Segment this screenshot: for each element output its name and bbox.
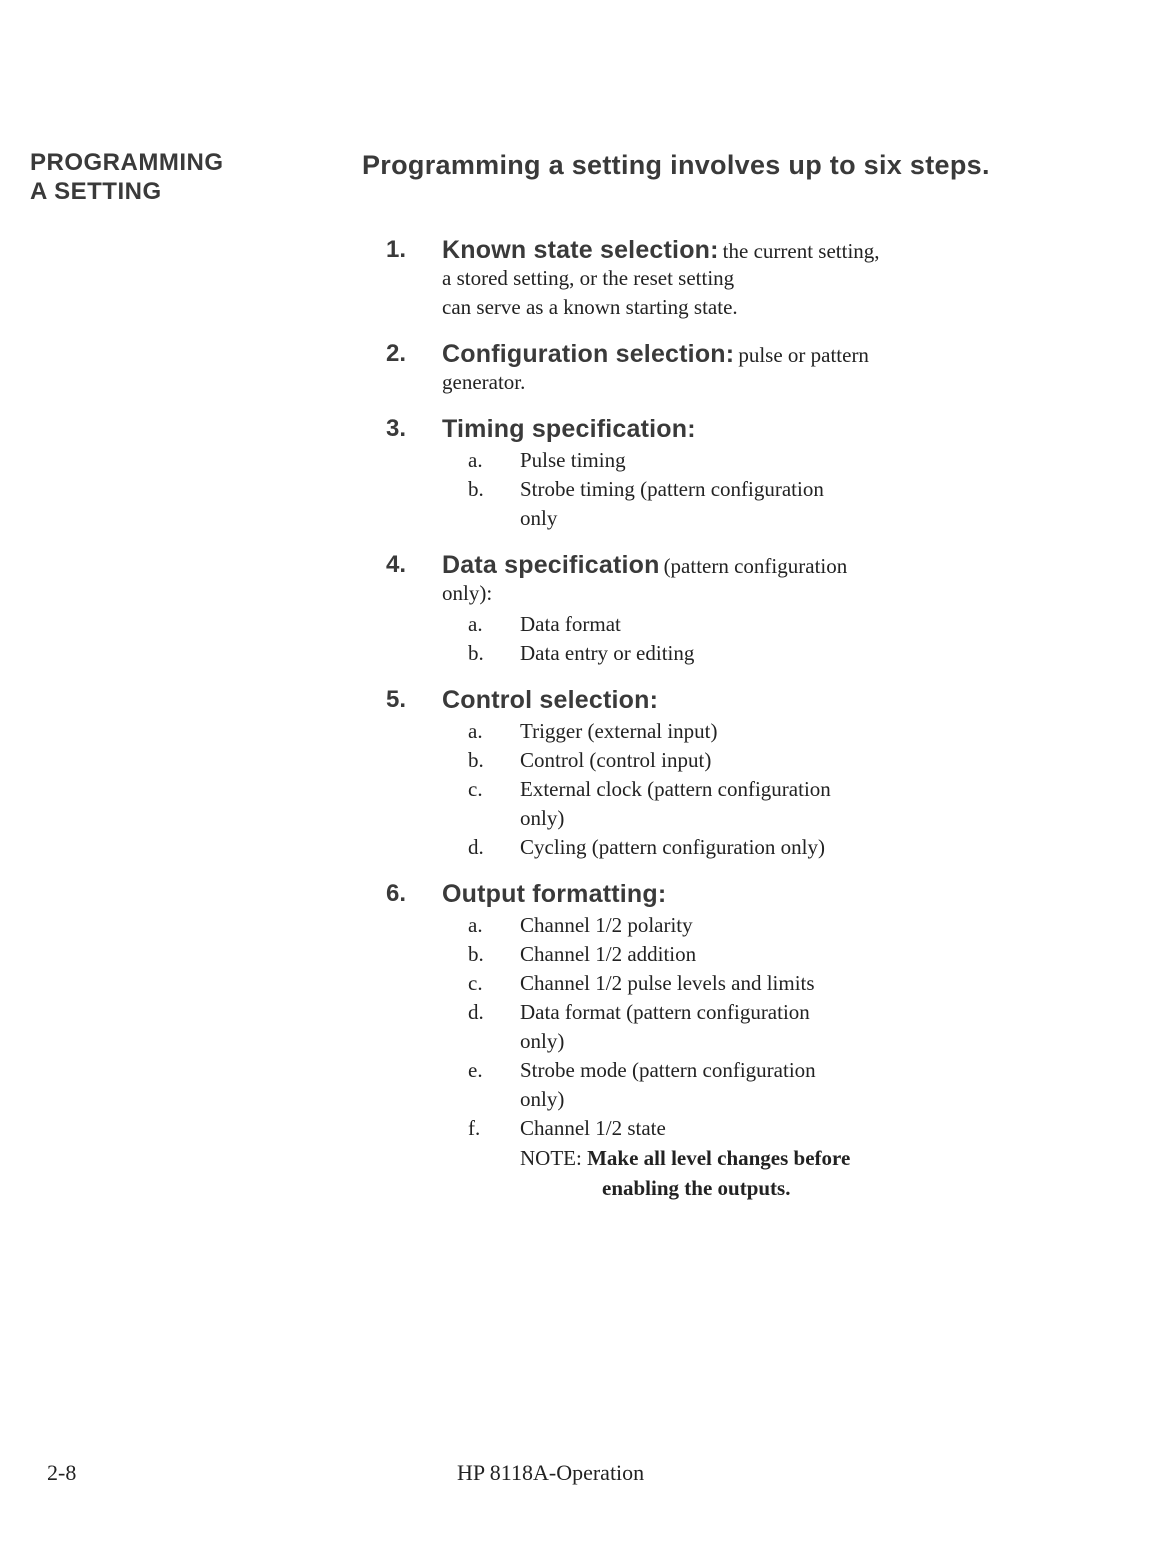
step-2 [386, 340, 1006, 397]
page-number: 2-8 [47, 1460, 77, 1485]
document-title: HP 8118A-Operation [457, 1460, 645, 1485]
steps-list [386, 236, 1006, 1221]
sub-item-letter: e. [468, 1058, 483, 1082]
side-heading [30, 148, 224, 206]
step-title: Timing specification: [442, 415, 696, 443]
step-description-continued [386, 579, 1006, 608]
sub-item-text: Data format [520, 612, 621, 636]
sub-item-letter: b. [468, 942, 484, 966]
step-heading-line [386, 340, 1006, 370]
sub-item [468, 775, 1006, 833]
sub-item-text: External clock (pattern configuration only) [520, 777, 831, 830]
step-number: 2. [386, 340, 407, 367]
sub-item-text: Channel 1/2 pulse levels and limits [520, 971, 815, 995]
step-number: 5. [386, 686, 407, 713]
sub-item-list [386, 446, 1006, 533]
sub-item [468, 746, 1006, 775]
sub-item-text: Channel 1/2 polarity [520, 913, 693, 937]
sub-item-list [386, 911, 1006, 1143]
step-title: Control selection: [442, 686, 659, 714]
sub-item [468, 833, 1006, 862]
sub-item-letter: d. [468, 835, 484, 859]
step-title: Configuration selection: [442, 340, 735, 368]
description-line: can serve as a known starting state. [442, 295, 738, 319]
sub-item-text: Cycling (pattern configuration only) [520, 835, 826, 859]
sub-item-list [386, 717, 1006, 862]
sub-item-letter: c. [468, 777, 483, 801]
step-description: (pattern configuration [663, 554, 848, 578]
sub-item-letter: c. [468, 971, 483, 995]
description-line: generator. [442, 370, 526, 394]
sub-item-letter: a. [468, 913, 483, 937]
main-heading: Programming a setting involves up to six steps. [362, 150, 990, 180]
sub-item [468, 940, 1006, 969]
step-number: 4. [386, 551, 407, 578]
step-description: pulse or pattern [738, 343, 869, 367]
step-number: 1. [386, 236, 407, 263]
sub-item-letter: a. [468, 448, 483, 472]
sub-item-list [386, 610, 1006, 668]
step-6 [386, 880, 1006, 1203]
sub-item [468, 610, 1006, 639]
step-heading-line [386, 551, 1006, 581]
step-3 [386, 415, 1006, 533]
sub-item [468, 1056, 1006, 1114]
step-1 [386, 236, 1006, 322]
step-description-continued [386, 368, 1006, 397]
step-title: Known state selection: [442, 236, 719, 264]
sub-item [468, 446, 1006, 475]
note-line1 [520, 1143, 1006, 1173]
note [386, 1143, 1006, 1203]
sub-item-letter: a. [468, 612, 483, 636]
sub-item-letter: a. [468, 719, 483, 743]
step-heading-line [386, 880, 1006, 909]
sub-item-letter: b. [468, 477, 484, 501]
side-heading-line2: A SETTING [30, 178, 162, 205]
note-text: Make all level changes before [587, 1146, 851, 1170]
sub-item-letter: b. [468, 641, 484, 665]
step-description: the current setting, [722, 239, 880, 263]
step-description-continued [386, 264, 1006, 322]
sub-item-letter: b. [468, 748, 484, 772]
sub-item-text: Strobe timing (pattern configuration only [520, 477, 824, 530]
side-heading-line1: PROGRAMMING [30, 149, 224, 176]
step-title: Data specification [442, 551, 660, 579]
sub-item [468, 998, 1006, 1056]
sub-item [468, 1114, 1006, 1143]
sub-item-letter: d. [468, 1000, 484, 1024]
step-number: 6. [386, 880, 407, 907]
sub-item-text: Data format (pattern configuration only) [520, 1000, 810, 1053]
sub-item [468, 969, 1006, 998]
note-line2: enabling the outputs. [602, 1176, 791, 1200]
step-heading-line [386, 236, 1006, 266]
sub-item-text: Trigger (external input) [520, 719, 718, 743]
sub-item-letter: f. [468, 1116, 481, 1140]
sub-item-text: Data entry or editing [520, 641, 695, 665]
step-heading-line [386, 686, 1006, 715]
description-line: a stored setting, or the reset setting [442, 266, 735, 290]
step-heading-line [386, 415, 1006, 444]
sub-item [468, 911, 1006, 940]
sub-item [468, 639, 1006, 668]
sub-item [468, 475, 1006, 533]
step-4 [386, 551, 1006, 668]
description-line: only): [442, 581, 493, 605]
sub-item [468, 717, 1006, 746]
note-label: NOTE: [520, 1146, 582, 1170]
sub-item-text: Pulse timing [520, 448, 626, 472]
step-number: 3. [386, 415, 407, 442]
step-5 [386, 686, 1006, 862]
sub-item-text: Strobe mode (pattern configuration only) [520, 1058, 816, 1111]
step-title: Output formatting: [442, 880, 667, 908]
sub-item-text: Control (control input) [520, 748, 712, 772]
sub-item-text: Channel 1/2 addition [520, 942, 697, 966]
sub-item-text: Channel 1/2 state [520, 1116, 666, 1140]
